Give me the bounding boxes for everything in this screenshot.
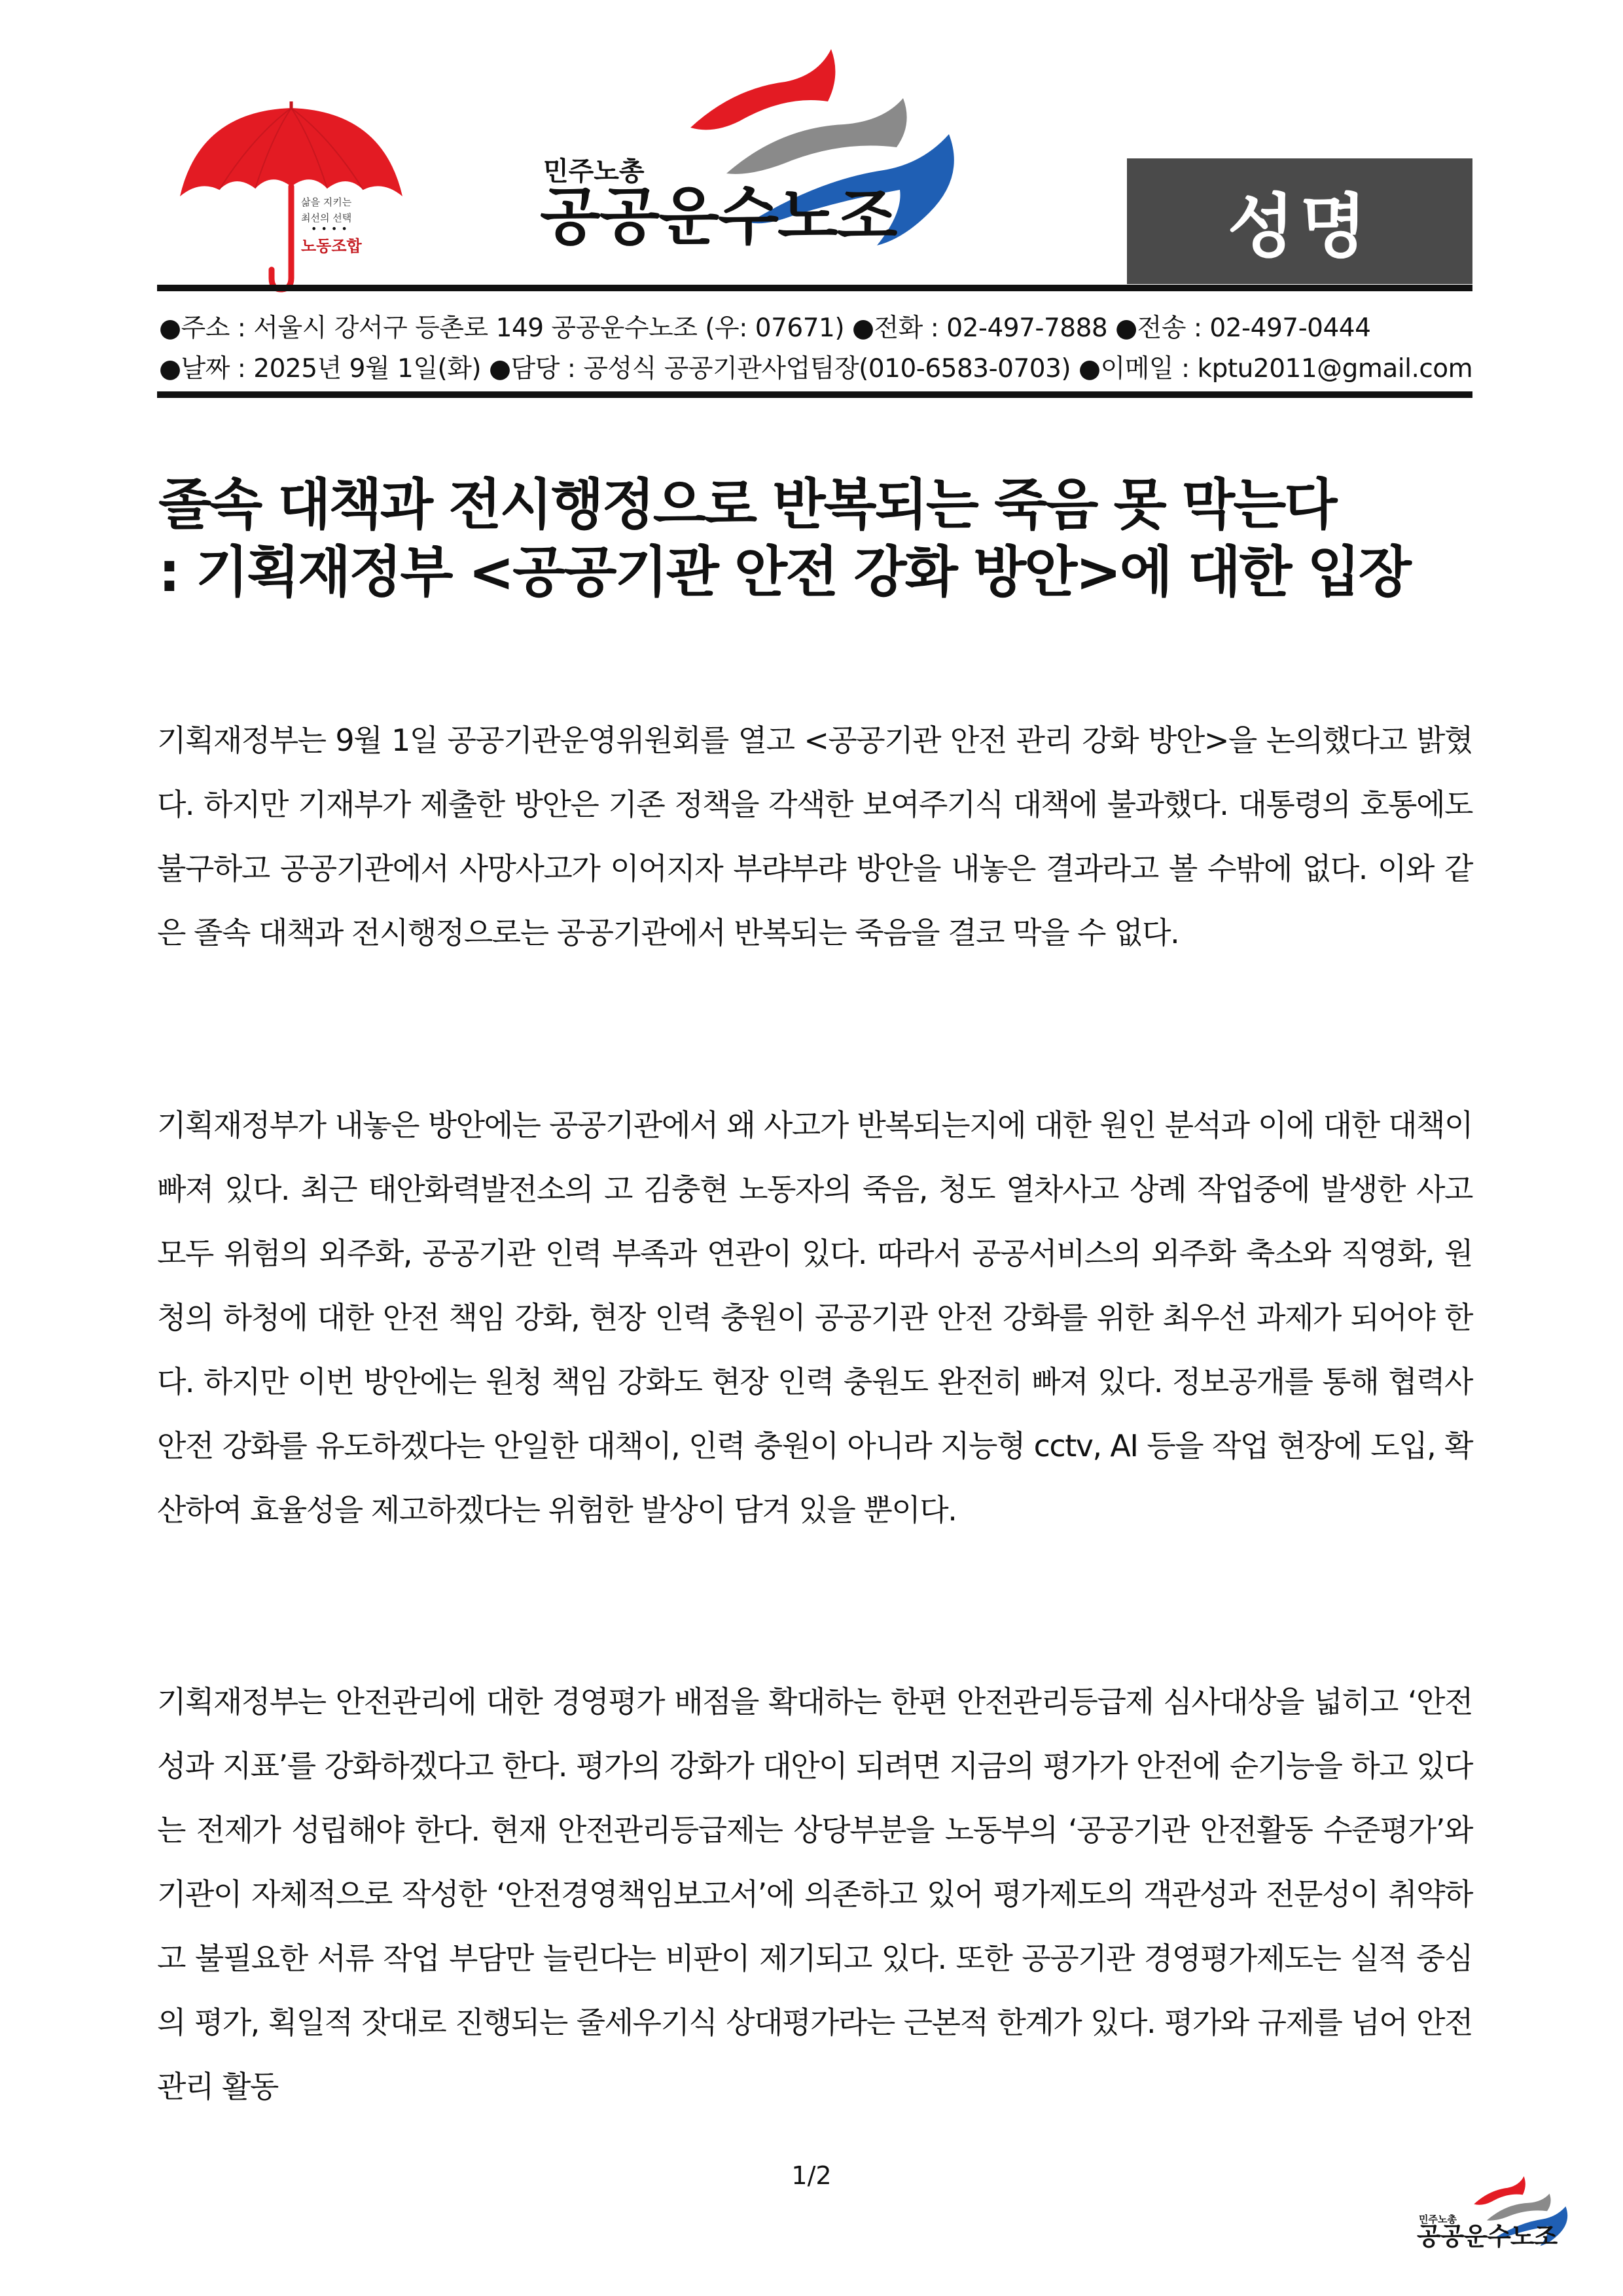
document-subtitle: : 기획재정부 <공공기관 안전 강화 방안>에 대한 입장 [158,540,1410,604]
header-divider-bottom [157,391,1472,398]
union-logo-small-text: 민주노총 [543,156,645,187]
body-paragraph-2: 기획재정부가 내놓은 방안에는 공공기관에서 왜 사고가 반복되는지에 대한 원인 분석과 이에 대한 대책이 빠져 있다. 최근 태안화력발전소의 고 김충현 노동자의 죽음, 청도 열차사고 상례 작업중에 발생한 사고 모두 위험의 외주화, 공공기관 인력 부족과 연관이 있다. 따라서 공공서비스의 외주화 축소와 직영화, 원청의 하청에 대한 안전 책임 강화, 현장 인력 충원이 공공기관 안전 강화를 위한 최우선 과제가 되어야 한다. 하지만 이번 방안에는 원청 책임 강화도 현장 인력 충원도 완전히 빠져 있다. 정보공개를 통해 협력사 안전 강화를 유도하겠다는 안일한 대책이, 인력 충원이 아니라 지능형 cctv, AI 등을 작업 현장에 도입, 확산하여 효율성을 제고하겠다는 위험한 발상이 담겨 있을 뿐이다. [157,1107,1472,1528]
umbrella-slogan-line1: 삶을 지키는 [301,196,352,208]
contact-info-line2: ●날짜 : 2025년 9월 1일(화) ●담당 : 공성식 공공기관사업팀장(010-6583-0703) ●이메일 : kptu2011@gmail.com [159,354,1473,384]
body-paragraph-1: 기획재정부는 9월 1일 공공기관운영위원회를 열고 <공공기관 안전 관리 강화 방안>을 논의했다고 밝혔다. 하지만 기재부가 제출한 방안은 기존 정책을 각색한 보여주기식 대책에 불과했다. 대통령의 호통에도 불구하고 공공기관에서 사망사고가 이어지자 부랴부랴 방안을 내놓은 결과라고 볼 수밖에 없다. 이와 같은 졸속 대책과 전시행정으로는 공공기관에서 반복되는 죽음을 결코 막을 수 없다. [157,723,1472,950]
body-paragraph-3: 기획재정부는 안전관리에 대한 경영평가 배점을 확대하는 한편 안전관리등급제 심사대상을 넓히고 ‘안전성과 지표’를 강화하겠다고 한다. 평가의 강화가 대안이 되려면 지금의 평가가 안전에 순기능을 하고 있다는 전제가 성립해야 한다. 현재 안전관리등급제는 상당부분을 노동부의 ‘공공기관 안전활동 수준평가’와 기관이 자체적으로 작성한 ‘안전경영책임보고서’에 의존하고 있어 평가제도의 객관성과 전문성이 취약하고 불필요한 서류 작업 부담만 늘린다는 비판이 제기되고 있다. 또한 공공기관 경영평가제도는 실적 중심의 평가, 획일적 잣대로 진행되는 줄세우기식 상대평가라는 근본적 한계가 있다. 평가와 규제를 넘어 안전 관리 활동 [157,1684,1472,2104]
statement-label-box [1127,158,1472,284]
page-number: 1/2 [791,2161,832,2190]
contact-info-line1: ●주소 : 서울시 강서구 등촌로 149 공공운수노조 (우: 07671) ●전화 : 02-497-7888 ●전송 : 02-497-0444 [159,314,1371,343]
umbrella-union-label: 노동조합 [301,237,362,255]
statement-label: 성명 [1227,187,1372,267]
umbrella-logo-icon [173,98,409,295]
union-logo-name: 공공운수노조 [540,180,897,253]
header-divider-top [157,285,1472,291]
umbrella-slogan-line2: 최선의 선택 [301,212,352,224]
footer-logo-small-text: 민주노총 [1419,2214,1457,2225]
document-title: 졸속 대책과 전시행정으로 반복되는 죽음 못 막는다 [158,473,1336,537]
footer-logo-name: 공공운수노조 [1417,2222,1558,2251]
umbrella-dots: •••• [311,223,351,235]
